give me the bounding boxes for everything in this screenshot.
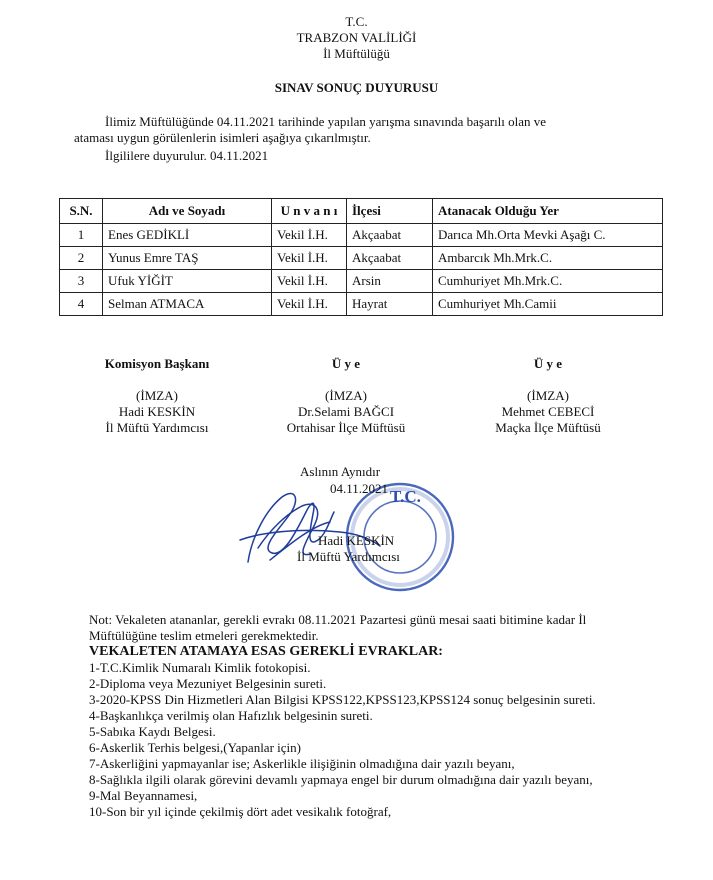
cell-name: Enes GEDİKLİ xyxy=(103,224,272,247)
list-item: 9-Mal Beyannamesi, xyxy=(89,788,198,803)
cell-place: Cumhuriyet Mh.Camii xyxy=(433,293,663,316)
cell-district: Akçaabat xyxy=(347,224,433,247)
cell-sn: 4 xyxy=(60,293,103,316)
intro-line-1: İlimiz Müftülüğünde 04.11.2021 tarihinde yapılan yarışma sınavında başarılı olan ve xyxy=(105,114,547,129)
cell-title: Vekil İ.H. xyxy=(272,293,347,316)
column-header: İlçesi xyxy=(347,199,433,224)
signature-name: Dr.Selami BAĞCI xyxy=(297,404,395,419)
signature-name: Mehmet CEBECİ xyxy=(501,404,595,419)
note-line: Müftülüğüne teslim etmeleri gerekmektedir. xyxy=(89,628,319,643)
list-item: 10-Son bir yıl içinde çekilmiş dört adet vesikalık fotoğraf, xyxy=(89,804,392,819)
cell-district: Hayrat xyxy=(347,293,433,316)
column-header: Atanacak Olduğu Yer xyxy=(433,199,663,224)
signature-imza: (İMZA) xyxy=(325,388,367,403)
header-tc: T.C. xyxy=(345,14,368,29)
header-valilik: TRABZON VALİLİĞİ xyxy=(296,30,417,45)
list-item: 2-Diploma veya Mezuniyet Belgesinin sureti. xyxy=(89,676,327,691)
note-line: Not: Vekaleten atananlar, gerekli evrakı 08.11.2021 Pazartesi günü mesai saati bitimine kadar İl xyxy=(89,612,587,627)
signature-role: Komisyon Başkanı xyxy=(104,356,210,371)
stamp-text: T.C. xyxy=(390,487,421,506)
required-documents-heading: VEKALETEN ATAMAYA ESAS GEREKLİ EVRAKLAR: xyxy=(89,644,443,659)
cell-district: Akçaabat xyxy=(347,247,433,270)
list-item: 8-Sağlıkla ilgili olarak görevini devamlı yapmaya engel bir durum olmadığına dair yazılı beyanı, xyxy=(89,772,593,787)
list-item: 1-T.C.Kimlik Numaralı Kimlik fotokopisi. xyxy=(89,660,311,675)
signature-role: Ü y e xyxy=(331,356,361,371)
list-item: 5-Sabıka Kaydı Belgesi. xyxy=(89,724,216,739)
cell-title: Vekil İ.H. xyxy=(272,270,347,293)
cell-name: Ufuk YİĞİT xyxy=(103,270,272,293)
signature-name: Hadi KESKİN xyxy=(118,404,196,419)
notes-section xyxy=(89,612,649,820)
cell-name: Selman ATMACA xyxy=(103,293,272,316)
certification-date: 04.11.2021 xyxy=(330,481,389,496)
certification-true-copy: Aslının Aynıdır xyxy=(300,464,381,479)
signature-position: İl Müftü Yardımcısı xyxy=(105,420,209,435)
certification-position: İl Müftü Yardımcısı xyxy=(297,549,400,564)
signature-position: Maçka İlçe Müftüsü xyxy=(495,420,601,435)
cell-title: Vekil İ.H. xyxy=(272,224,347,247)
cell-sn: 3 xyxy=(60,270,103,293)
certification-name: Hadi KESKİN xyxy=(318,533,395,548)
list-item: 6-Askerlik Terhis belgesi,(Yapanlar için) xyxy=(89,740,301,755)
column-header: S.N. xyxy=(60,199,103,224)
signature-imza: (İMZA) xyxy=(136,388,178,403)
signature-position: Ortahisar İlçe Müftüsü xyxy=(286,420,406,435)
document-title: SINAV SONUÇ DUYURUSU xyxy=(274,80,439,95)
cell-name: Yunus Emre TAŞ xyxy=(103,247,272,270)
signature-imza: (İMZA) xyxy=(527,388,569,403)
list-item: 3-2020-KPSS Din Hizmetleri Alan Bilgisi KPSS122,KPSS123,KPSS124 sonuç belgesinin sureti. xyxy=(89,692,596,707)
cell-district: Arsin xyxy=(347,270,433,293)
column-header: Adı ve Soyadı xyxy=(103,199,272,224)
intro-line-2: ataması uygun görülenlerin isimleri aşağıya çıkarılmıştır. xyxy=(74,130,371,145)
list-item: 7-Askerliğini yapmayanlar ise; Askerlikle ilişiğinin olmadığına dair yazılı beyanı, xyxy=(89,756,515,771)
cell-place: Darıca Mh.Orta Mevki Aşağı C. xyxy=(433,224,663,247)
list-item: 4-Başkanlıkça verilmiş olan Hafızlık belgesinin sureti. xyxy=(89,708,373,723)
cell-sn: 1 xyxy=(60,224,103,247)
cell-place: Ambarcık Mh.Mrk.C. xyxy=(433,247,663,270)
header-muftuluk: İl Müftülüğü xyxy=(323,46,390,61)
cell-title: Vekil İ.H. xyxy=(272,247,347,270)
cell-place: Cumhuriyet Mh.Mrk.C. xyxy=(433,270,663,293)
column-header: U n v a n ı xyxy=(272,199,347,224)
signature-role: Ü y e xyxy=(533,356,563,371)
intro-announcement: İlgililere duyurulur. 04.11.2021 xyxy=(105,148,269,163)
cell-sn: 2 xyxy=(60,247,103,270)
